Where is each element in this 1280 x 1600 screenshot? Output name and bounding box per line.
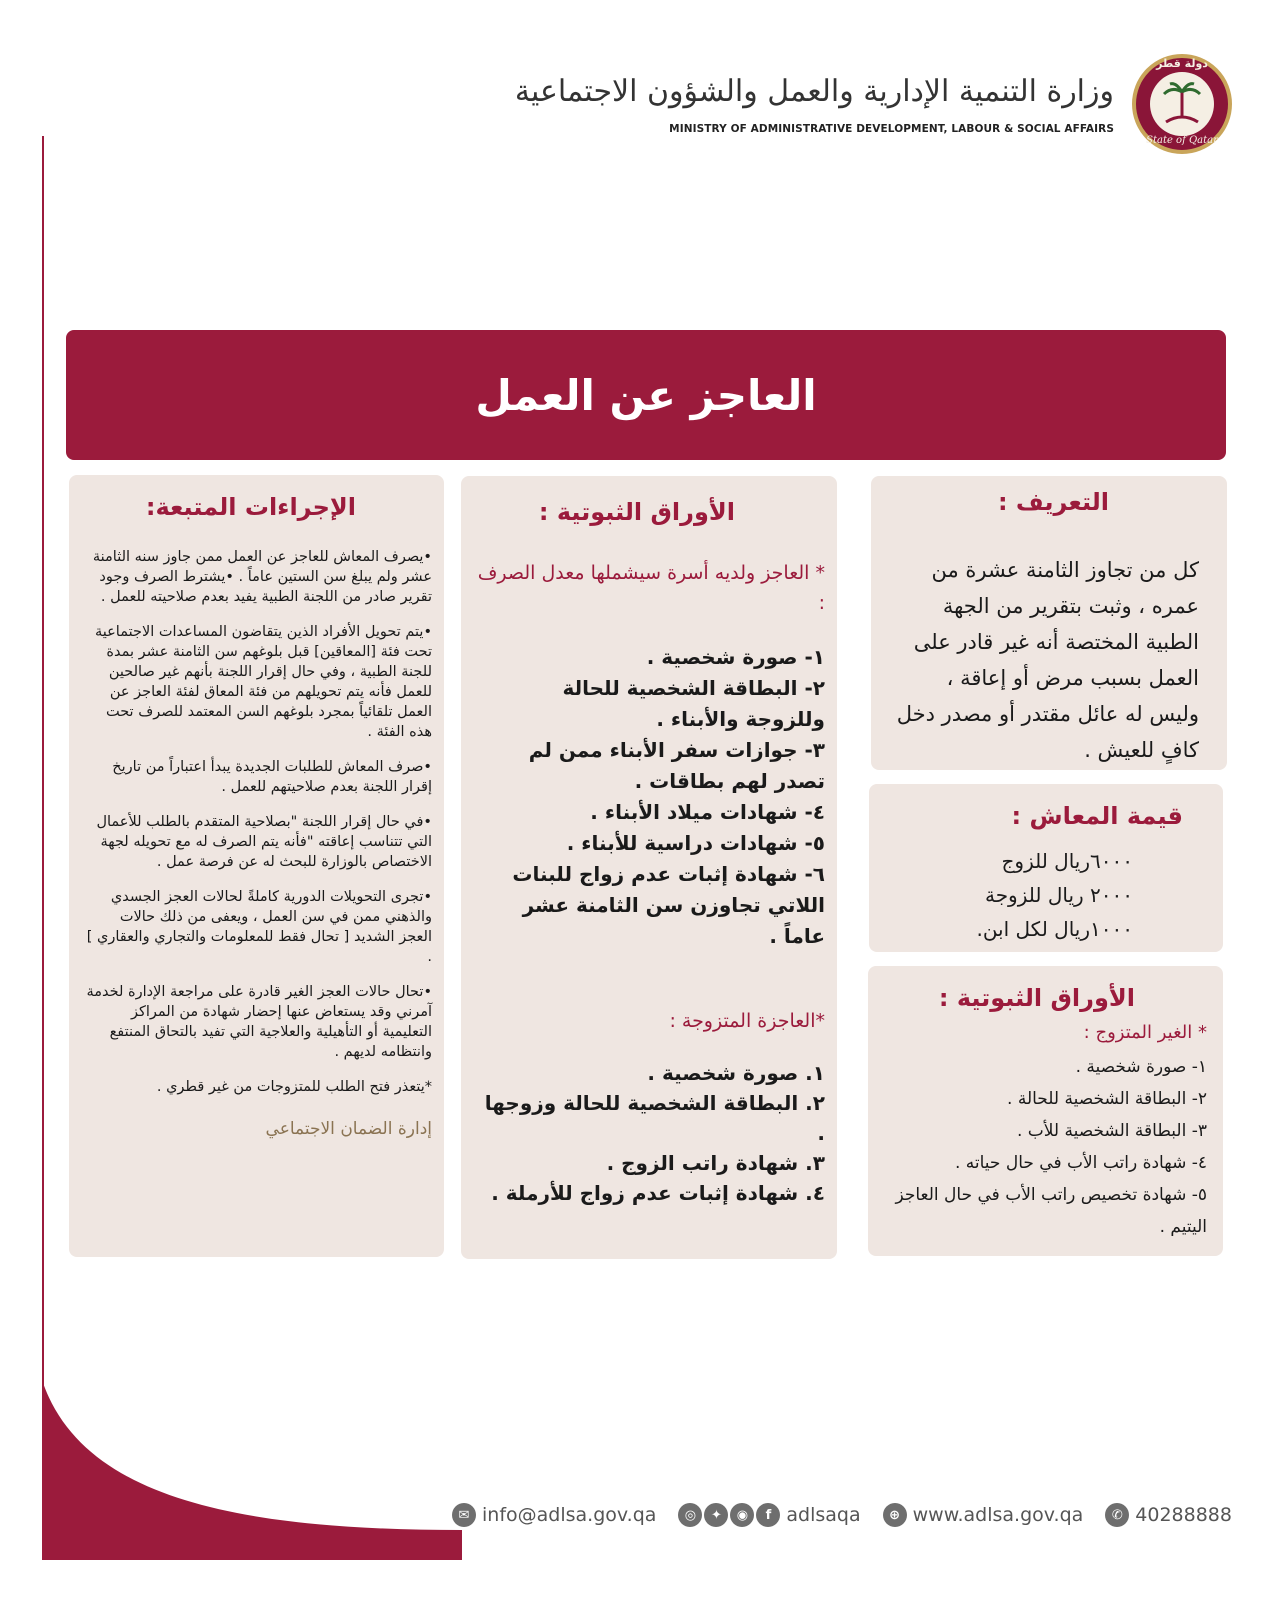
department-name: إدارة الضمان الاجتماعي	[265, 1119, 432, 1139]
instagram-icon: ◉	[730, 1503, 754, 1527]
procedures-heading: الإجراءات المتبعة:	[145, 493, 356, 521]
procedures-panel	[69, 475, 444, 1257]
documents-family-panel	[461, 476, 837, 1259]
documents-unmarried-panel	[868, 966, 1223, 1256]
envelope-icon: ✉	[452, 1503, 476, 1527]
title-banner	[66, 330, 1226, 460]
list-item: ١- صورة شخصية .	[1075, 1057, 1207, 1077]
pension-item-husband: ٦٠٠٠ريال للزوج	[1001, 849, 1133, 873]
procedures-body	[83, 547, 432, 1097]
list-item: ٥- شهادات دراسية للأبناء .	[566, 831, 825, 855]
twitter-icon: ✦	[704, 1503, 728, 1527]
website-text: www.adlsa.gov.qa	[912, 1504, 1084, 1526]
procedure-paragraph: •تحال حالات العجز الغير قادرة على مراجعة الإدارة لخدمة آمرني وقد يستعاض عنها إحضار شهادة من المراكز التعليمية أو التأهيلية والعلاجية التي تفيد بالتحاق المنتفع وانتظامه لديهم .	[86, 984, 432, 1060]
procedure-paragraph: •يتم تحويل الأفراد الذين يتقاضون المساعدات الاجتماعية تحت فئة [المعاقين] قبل بلوغهم سن الثامنة عشر بمدة للجنة الطبية ، وفي حال إقرار اللجنة بأنهم غير صالحين للعمل فأنه يتم تحويلهم من فئة المعاق لفئة العاجز عن العمل تلقائياً بمجرد بلوغهم السن المعتمد للصرف تحت هذه الفئة .	[95, 624, 432, 740]
social-handle: adlsaqa	[786, 1504, 861, 1526]
website-link[interactable]	[883, 1503, 1084, 1527]
palm-icon	[1150, 72, 1214, 136]
ministry-name-ar: وزارة التنمية الإدارية والعمل والشؤون الاجتماعية	[514, 74, 1114, 109]
list-item: ١. صورة شخصية .	[647, 1061, 825, 1085]
documents-married-list	[477, 1058, 825, 1208]
globe-icon: ⊕	[883, 1503, 907, 1527]
list-item: ٦- شهادة إثبات عدم زواج للبنات اللاتي تجاوزن سن الثامنة عشر عاماً .	[512, 862, 825, 948]
procedure-paragraph: •صرف المعاش للطلبات الجديدة يبدأ اعتباراً من تاريخ إقرار اللجنة بعدم صلاحيتهم للعمل .	[112, 759, 432, 795]
emblem-text-ar: دولة قطر	[1156, 57, 1208, 70]
list-item: ٢- البطاقة الشخصية للحالة وللزوجة والأبناء .	[562, 676, 825, 731]
snapchat-icon: ◎	[678, 1503, 702, 1527]
documents-unmarried-heading: الأوراق الثبوتية :	[938, 984, 1135, 1012]
phone-link[interactable]	[1105, 1503, 1232, 1527]
frame-line	[42, 136, 44, 1556]
list-item: ٣. شهادة راتب الزوج .	[606, 1151, 825, 1175]
facebook-icon: f	[756, 1503, 780, 1527]
documents-unmarried-subtitle: * الغير المتزوج :	[1083, 1022, 1207, 1043]
list-item: ٤- شهادات ميلاد الأبناء .	[590, 800, 825, 824]
list-item: ٣- البطاقة الشخصية للأب .	[1016, 1121, 1207, 1141]
list-item: ٢. البطاقة الشخصية للحالة وزوجها .	[484, 1091, 825, 1145]
procedure-paragraph: •تجرى التحويلات الدورية كاملةً لحالات العجز الجسدي والذهني ممن في سن العمل ، ويعفى من ذلك حالات العجز الشديد [ تحال فقط للمعلومات والتجاري والعقاري ] .	[86, 889, 432, 965]
definition-text: كل من تجاوز الثامنة عشرة من عمره ، وثبت بتقرير من الجهة الطبية المختصة أنه غير قادر على العمل بسبب مرض أو إعاقة ، وليس له عائل مقتدر أو مصدر دخل كافٍ للعيش .	[896, 558, 1199, 762]
ministry-name-en: MINISTRY OF ADMINISTRATIVE DEVELOPMENT, LABOUR & SOCIAL AFFAIRS	[669, 123, 1114, 135]
documents-family-heading: الأوراق الثبوتية :	[538, 498, 735, 526]
corner-wave-decoration	[42, 1380, 462, 1560]
list-item: ٤. شهادة إثبات عدم زواج للأرملة .	[491, 1181, 825, 1205]
list-item: ٢- البطاقة الشخصية للحالة .	[1007, 1089, 1207, 1109]
emblem-text-en: State of Qatar	[1146, 135, 1218, 146]
contact-footer	[452, 1498, 1232, 1532]
list-item: ٣- جوازات سفر الأبناء ممن لم تصدر لهم بطاقات .	[528, 738, 825, 793]
definition-panel	[871, 476, 1227, 770]
list-item: ٥- شهادة تخصيص راتب الأب في حال العاجز اليتيم .	[895, 1185, 1207, 1237]
email-text: info@adlsa.gov.qa	[482, 1504, 657, 1526]
qatar-emblem-icon	[1132, 54, 1232, 154]
definition-heading: التعريف :	[997, 488, 1109, 516]
list-item: ١- صورة شخصية .	[646, 645, 825, 669]
documents-unmarried-list	[882, 1051, 1207, 1243]
documents-family-subtitle: * العاجز ولديه أسرة سيشملها معدل الصرف :	[477, 562, 825, 614]
pension-item-child: ١٠٠٠ريال لكل ابن.	[976, 917, 1133, 941]
header	[514, 52, 1232, 162]
phone-icon: ✆	[1105, 1503, 1129, 1527]
procedure-paragraph: •في حال إقرار اللجنة "بصلاحية المتقدم بالطلب للأعمال التي تتناسب إعاقته "فأنه يتم الصرف له مع تحويله لجهة الاختصاص بالوزارة للبحث له عن فرصة عمل .	[96, 814, 432, 870]
pension-list	[889, 844, 1183, 946]
social-link[interactable]	[678, 1503, 860, 1527]
documents-married-subtitle: *العاجزة المتزوجة :	[669, 1010, 825, 1032]
page-title: العاجز عن العمل	[475, 370, 817, 420]
email-link[interactable]	[452, 1503, 656, 1527]
phone-text: 40288888	[1135, 1504, 1232, 1526]
pension-panel	[869, 784, 1223, 952]
documents-family-list	[477, 642, 825, 952]
procedure-note: *يتعذر فتح الطلب للمتزوجات من غير قطري .	[156, 1079, 432, 1095]
procedure-paragraph: •يصرف المعاش للعاجز عن العمل ممن جاوز سنه الثامنة عشر ولم يبلغ سن الستين عاماً . •يشترط الصرف وجود تقرير صادر من اللجنة الطبية يفيد بعدم صلاحيته للعمل .	[92, 549, 432, 605]
pension-item-wife: ٢٠٠٠ ريال للزوجة	[984, 883, 1133, 907]
pension-heading: قيمة المعاش :	[1011, 802, 1183, 830]
list-item: ٤- شهادة راتب الأب في حال حياته .	[954, 1153, 1207, 1173]
